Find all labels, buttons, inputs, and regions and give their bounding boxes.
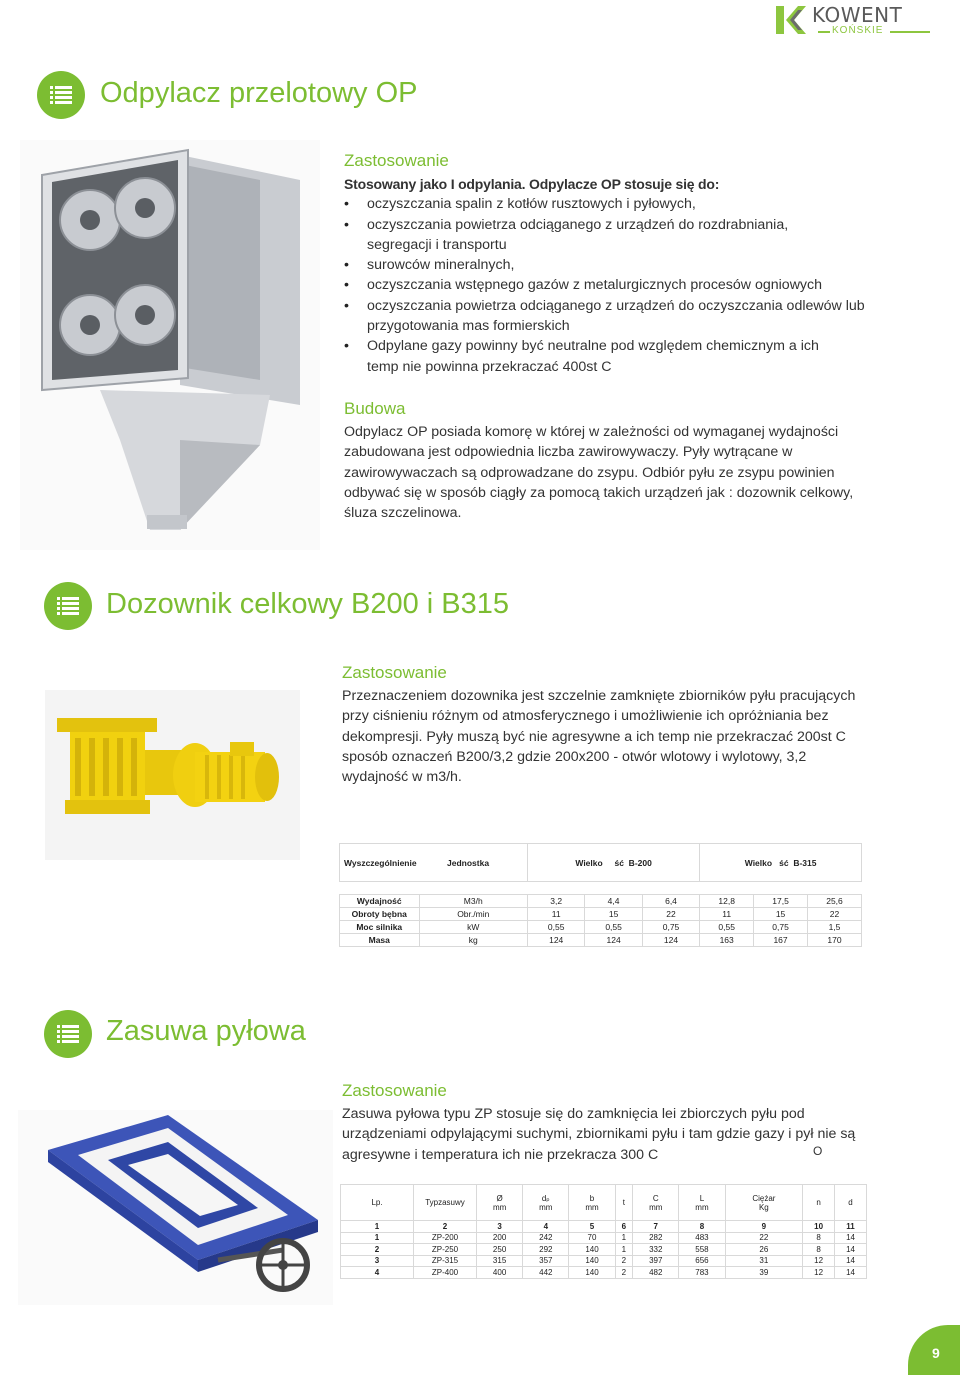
- op-usage-heading: Zastosowanie: [344, 151, 449, 170]
- op-build-text: Odpylacz OP posiada komorę w której w zależności od wymaganej wydajności zabudowana jest odpowiednia liczba zawirowywaczy. Pyły wytrącane w zawirowywaczach są odprowadzane do zsypu. Odbiór pyłu ze zsypu powinien odbywać się w sposób ciągły za pomocą takich urządzeń jak : dozownik celkowy, śluza szczelinowa.: [344, 424, 854, 522]
- list-icon: [57, 1024, 79, 1044]
- table-row: 1 ZP-200 200 242 70 1 282 483 22 8 14: [341, 1232, 867, 1244]
- kowent-logo-mark-icon: [774, 4, 808, 36]
- table-header-cell: b mm: [569, 1185, 615, 1221]
- page-number: 9: [932, 1345, 940, 1361]
- logo-subtitle: KOŃSKIE: [832, 25, 884, 36]
- op-usage-list: [344, 194, 884, 377]
- table-header-cell: L mm: [679, 1185, 725, 1221]
- table-header-cell: Wielko ść B-200: [528, 844, 700, 882]
- table-header-cell: n: [803, 1185, 835, 1221]
- table-header-cell: t: [615, 1185, 633, 1221]
- cyclone-separator-image: [20, 140, 320, 550]
- table-header-cell: Ø mm: [477, 1185, 523, 1221]
- section-title-zasuwa: Zasuwa pyłowa: [106, 1015, 306, 1047]
- list-item: • Odpylane gazy powinny być neutralne pod względem chemicznym a ich temp nie powinna przekraczać 400st C: [344, 336, 827, 377]
- list-item: • oczyszczania powietrza odciąganego z urządzeń do oczyszczania odlewów lub przygotowania mas formierskich: [344, 296, 877, 337]
- list-item: • surowców mineralnych,: [344, 255, 884, 275]
- table-header-cell: Jednostka: [419, 844, 528, 882]
- table-row: Obroty bębna Obr./min 11 15 22 11 15 22: [340, 908, 862, 921]
- degree-mark: O: [813, 1144, 823, 1158]
- list-item: • oczyszczania powietrza odciąganego z urządzeń do rozdrabniania, segregacji i transportu: [344, 215, 827, 256]
- zasuwa-usage-heading: Zastosowanie: [342, 1081, 447, 1100]
- list-item: • oczyszczania spalin z kotłów rusztowych i pyłowych,: [344, 194, 884, 214]
- table-header-row: [341, 1185, 867, 1221]
- table-row: 3 ZP-315 315 357 140 2 397 656 31 12 14: [341, 1255, 867, 1267]
- dozownik-spec-table: [339, 843, 862, 947]
- table-row: Wydajność M3/h 3,2 4,4 6,4 12,8 17,5 25,6: [340, 895, 862, 908]
- page-number-badge: [908, 1325, 960, 1375]
- section-icon-zasuwa: [44, 1010, 92, 1058]
- table-header-row: [340, 844, 862, 882]
- list-icon: [57, 596, 79, 616]
- section-icon-dozownik: [44, 582, 92, 630]
- table-row: 2 ZP-250 250 292 140 1 332 558 26 8 14: [341, 1244, 867, 1256]
- table-header-cell: C mm: [633, 1185, 679, 1221]
- logo-line-right: [890, 31, 930, 33]
- zasuwa-text: Zasuwa pyłowa typu ZP stosuje się do zamknięcia lei zbiorczych pyłu pod urządzeniami odpylającymi suchymi, zbiornikami pyłu i tam gdzie gazy i pył nie są agresywne i temperatura ich nie przekracza 300 C: [342, 1106, 856, 1163]
- list-item: • oczyszczania wstępnego gazów z metalurgicznych procesów ogniowych: [344, 275, 884, 295]
- table-row: 1 2 3 4 5 6 7 8 9 10 11: [341, 1221, 867, 1233]
- table-row: 4 ZP-400 400 442 140 2 482 783 39 12 14: [341, 1267, 867, 1279]
- table-header-cell: Ciężar Kg: [725, 1185, 803, 1221]
- table-row: Masa kg 124 124 124 163 167 170: [340, 934, 862, 947]
- table-header-cell: d: [835, 1185, 867, 1221]
- dozownik-text: Przeznaczeniem dozownika jest szczelnie zamknięte zbiorników pyłu pracujących przy ciśnieniu różnym od atmosferycznego i umożliwienie ich opróżniania bez dekompresji. Pyły muszą być nie agresywne a ich temp nie przekraczać 200st C sposób oznaczeń B200/3,2 gdzie 200x200 - otwór wlotowy i wylotowy, 3,2 wydajność w m3/h.: [342, 688, 856, 786]
- op-usage-block: [344, 174, 884, 377]
- list-icon: [50, 85, 72, 105]
- table-header-cell: Wielko ść B-315: [700, 844, 862, 882]
- logo-wordmark: KOWENT: [812, 3, 903, 27]
- table-header-cell: Lp.: [341, 1185, 414, 1221]
- op-build-heading: Budowa: [344, 399, 406, 418]
- table-row: Moc silnika kW 0,55 0,55 0,75 0,55 0,75 1,5: [340, 921, 862, 934]
- zasuwa-spec-table: [340, 1184, 867, 1279]
- logo-line-left: [818, 31, 830, 33]
- table-header-cell: Wyszczególnienie: [340, 844, 420, 882]
- op-intro: Stosowany jako I odpylania. Odpylacze OP stosuje się do:: [344, 176, 720, 192]
- kowent-logo: [774, 4, 934, 38]
- section-icon-op: [37, 71, 85, 119]
- dozownik-usage-heading: Zastosowanie: [342, 663, 447, 682]
- slide-gate-image: [18, 1110, 333, 1305]
- table-header-cell: dₚ mm: [523, 1185, 569, 1221]
- section-title-op: Odpylacz przelotowy OP: [100, 77, 418, 109]
- section-title-dozownik: Dozownik celkowy B200 i B315: [106, 588, 509, 620]
- rotary-valve-image: [45, 690, 300, 860]
- table-header-cell: Typzasuwy: [414, 1185, 477, 1221]
